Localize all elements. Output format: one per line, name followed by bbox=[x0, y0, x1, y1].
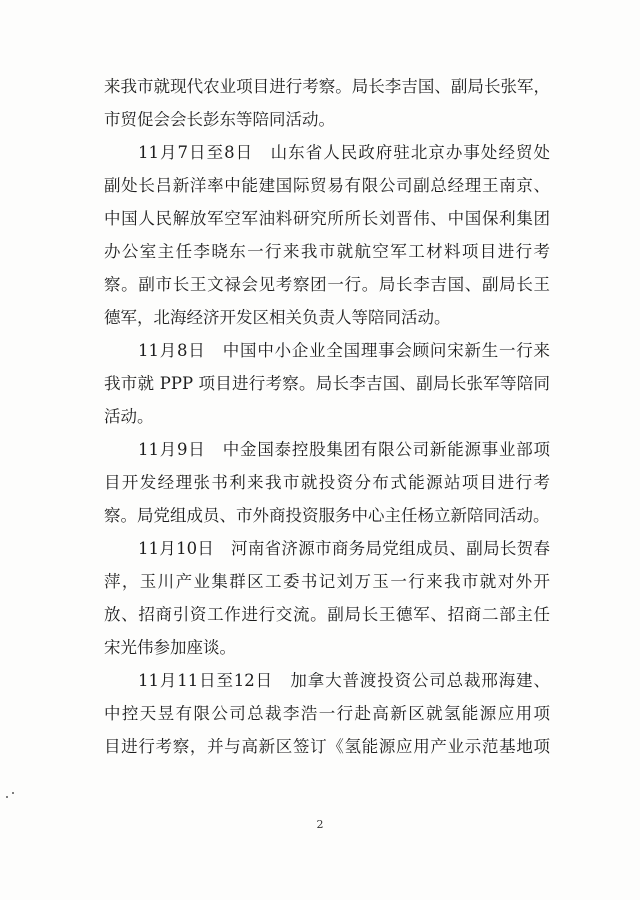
text-line: 市贸促会会长彭东等陪同活动。 bbox=[104, 110, 335, 129]
text-line: 11月10日 河南省济源市商务局党组成员、副局长贺春 bbox=[138, 539, 550, 558]
text-line: 中控天昱有限公司总裁李浩一行赴高新区就氢能源应用项 bbox=[104, 704, 550, 723]
text-line: 11月11日至12日 加拿大普渡投资公司总裁邢海建、 bbox=[138, 671, 550, 690]
paragraph-3 bbox=[104, 334, 550, 433]
text-line: 11月9日 中金国泰控股集团有限公司新能源事业部项 bbox=[138, 440, 550, 459]
paragraph-1 bbox=[104, 70, 550, 136]
paragraph-4 bbox=[104, 433, 550, 532]
text-line: 11月7日至8日 山东省人民政府驻北京办事处经贸处 bbox=[138, 143, 550, 162]
text-line: 目开发经理张书利来我市就投资分布式能源站项目进行考 bbox=[104, 473, 550, 492]
text-line: 目进行考察，并与高新区签订《氢能源应用产业示范基地项 bbox=[104, 737, 550, 756]
paragraph-5 bbox=[104, 532, 550, 664]
document-body bbox=[104, 70, 550, 763]
paragraph-2 bbox=[104, 136, 550, 334]
scan-speck bbox=[6, 796, 8, 798]
text-line: 11月8日 中国中小企业全国理事会顾问宋新生一行来 bbox=[138, 341, 550, 360]
text-line: 德军，北海经济开发区相关负责人等陪同活动。 bbox=[104, 308, 451, 327]
page-number: 2 bbox=[316, 818, 324, 831]
text-line: 办公室主任李晓东一行来我市就航空军工材料项目进行考 bbox=[104, 242, 550, 261]
text-line: 宋光伟参加座谈。 bbox=[104, 638, 236, 657]
text-line: 来我市就现代农业项目进行考察。局长李吉国、副局长张军， bbox=[104, 77, 550, 96]
text-line: 放、招商引资工作进行交流。副局长王德军、招商二部主任 bbox=[104, 605, 550, 624]
text-line: 中国人民解放军空军油料研究所所长刘晋伟、中国保利集团 bbox=[104, 209, 550, 228]
text-line: 察。局党组成员、市外商投资服务中心主任杨立新陪同活动。 bbox=[104, 506, 550, 525]
text-line: 我市就 PPP 项目进行考察。局长李吉国、副局长张军等陪同 bbox=[104, 374, 550, 393]
text-line: 副处长吕新洋率中能建国际贸易有限公司副总经理王南京、 bbox=[104, 176, 550, 195]
text-line: 萍，玉川产业集群区工委书记刘万玉一行来我市就对外开 bbox=[104, 572, 550, 591]
text-line: 察。副市长王文禄会见考察团一行。局长李吉国、副局长王 bbox=[104, 275, 550, 294]
scan-speck bbox=[12, 792, 14, 794]
text-line: 活动。 bbox=[104, 407, 154, 426]
paragraph-6 bbox=[104, 664, 550, 763]
